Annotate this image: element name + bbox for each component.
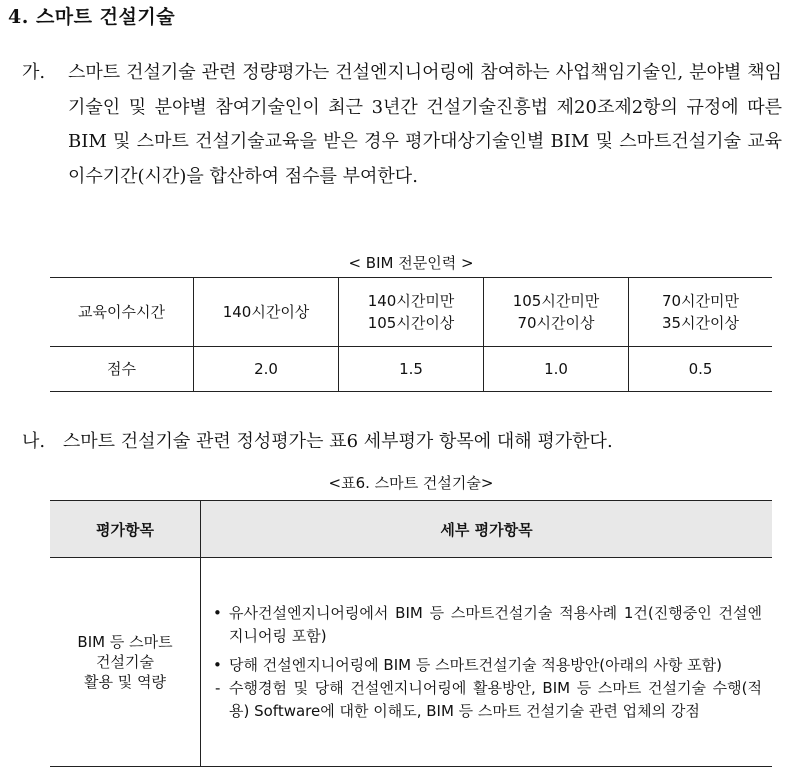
table-header-row xyxy=(50,501,772,558)
table-row xyxy=(50,347,772,392)
table-cell: 1.5 xyxy=(339,347,484,392)
table-cell: 2.0 xyxy=(194,347,339,392)
item-line: BIM 등 스마트 xyxy=(77,633,173,651)
table-caption: < BIM 전문인력 > xyxy=(348,254,474,272)
evaluation-item-cell xyxy=(50,558,201,767)
item-line: 활용 및 역량 xyxy=(84,673,166,691)
paragraph-text: 스마트 건설기술 관련 정성평가는 표6 세부평가 항목에 대해 평가한다. xyxy=(62,431,613,452)
list-item-text: 당해 건설엔지니어링에 BIM 등 스마트건설기술 적용방안(아래의 사항 포함) xyxy=(229,655,722,674)
table-cell: 70시간미만 35시간이상 xyxy=(629,278,773,347)
sub-list-item xyxy=(211,677,762,723)
table-cell: 140시간이상 xyxy=(194,278,339,347)
bullet-icon: • xyxy=(213,603,222,622)
table-row xyxy=(50,558,772,767)
table-header-row xyxy=(50,278,772,347)
table-cell: 점수 xyxy=(50,347,194,392)
evaluation-detail-cell xyxy=(201,558,773,767)
list-item xyxy=(211,654,762,677)
bullet-icon: • xyxy=(213,655,222,674)
list-item-text: 유사건설엔지니어링에서 BIM 등 스마트건설기술 적용사례 1건(진행중인 건설엔지니어링 포함) xyxy=(229,603,762,645)
table-header-cell: 세부 평가항목 xyxy=(201,501,773,558)
table-cell: 140시간미만 105시간이상 xyxy=(339,278,484,347)
section-heading: 4. 스마트 건설기술 xyxy=(8,6,176,28)
evaluation-table xyxy=(50,500,772,767)
bim-score-table xyxy=(50,277,772,392)
sub-list-item-text: 수행경험 및 당해 건설엔지니어링에 활용방안, BIM 등 스마트 건설기술 수행(적용) Software에 대한 이해도, BIM 등 스마트 건설기술 관련 업체의 강점 xyxy=(229,678,762,720)
table-header-cell: 평가항목 xyxy=(50,501,201,558)
table-cell: 교육이수시간 xyxy=(50,278,194,347)
table-caption: <표6. 스마트 건설기술> xyxy=(328,474,494,492)
paragraph-marker: 가. xyxy=(22,62,46,83)
paragraph-na xyxy=(22,425,782,460)
list-item xyxy=(211,602,762,648)
paragraph-ga xyxy=(22,56,782,194)
table-cell: 0.5 xyxy=(629,347,773,392)
paragraph-marker: 나. xyxy=(22,431,46,452)
dash-marker: - xyxy=(215,678,221,697)
paragraph-text: 스마트 건설기술 관련 정량평가는 건설엔지니어링에 참여하는 사업책임기술인, 분야별 책임기술인 및 분야별 참여기술인이 최근 3년간 건설기술진흥법 제20조제2항의 규정에 따른 BIM 및 스마트 건설기술교육을 받은 경우 평가대상기술인별 BIM 및 스마트건설기술 교육이수기간(시간)을 합산하여 점수를 부여한다. xyxy=(68,62,782,187)
table-cell: 1.0 xyxy=(484,347,629,392)
table-cell: 105시간미만 70시간이상 xyxy=(484,278,629,347)
item-line: 건설기술 xyxy=(96,653,154,671)
